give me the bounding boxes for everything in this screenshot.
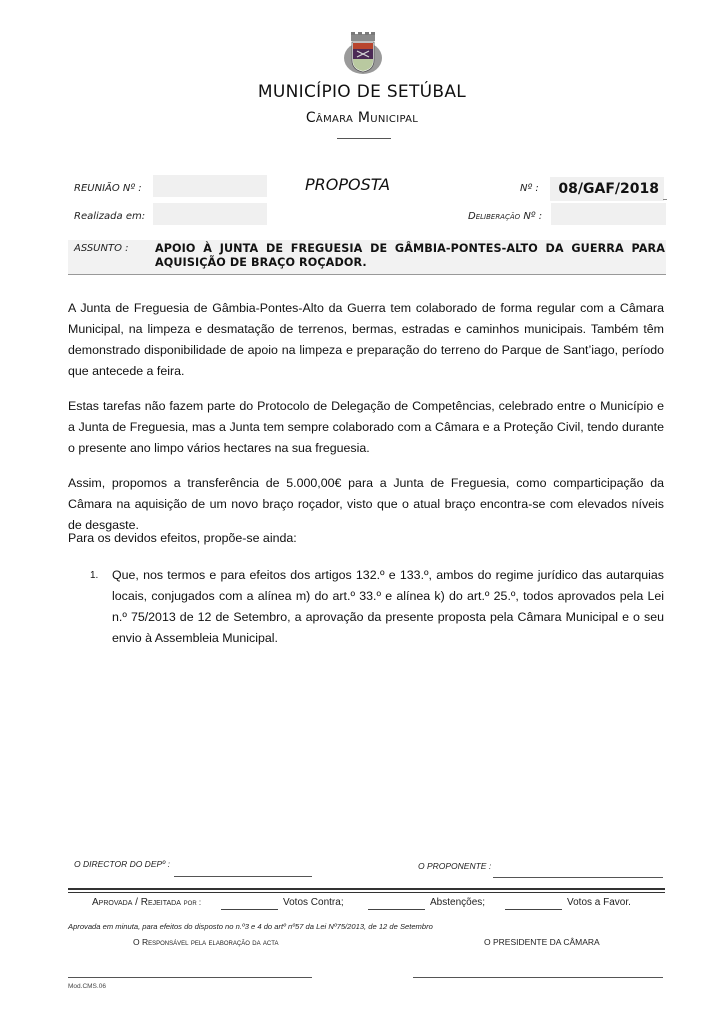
presidente-signature-line[interactable] xyxy=(413,977,663,978)
header-divider xyxy=(337,138,391,139)
deliberacao-label: Deliberação Nº : xyxy=(468,211,543,222)
realizada-label: Realizada em: xyxy=(74,211,146,222)
body-paragraph-3: Assim, propomos a transferência de 5.000,00€ para a Junta de Freguesia, como comparticipação da Câmara na aquisição de um novo braço roçador, visto que o atual braço encontra-se com elevados níveis de desgaste. xyxy=(68,476,664,532)
list-item-number: 1. xyxy=(90,570,99,581)
por-label: por : xyxy=(183,898,202,907)
minuta-note: Aprovada em minuta, para efeitos do disposto no n.º3 e 4 do artº nº57 da Lei Nº75/2013, de 12 de Setembro xyxy=(68,922,433,931)
presidente-label: O PRESIDENTE DA CÂMARA xyxy=(484,937,600,947)
model-code: Mod.CMS.06 xyxy=(68,983,106,990)
number-underline xyxy=(663,199,667,200)
council-subtitle: Câmara Municipal xyxy=(305,110,419,126)
body-paragraph-4: Para os devidos efeitos, propõe-se ainda: xyxy=(68,531,297,545)
numero-label: Nº : xyxy=(520,183,539,194)
responsavel-label: O Responsável pela elaboração da acta xyxy=(133,937,279,947)
realizada-field[interactable] xyxy=(153,203,267,225)
abstencoes-label: Abstenções; xyxy=(430,897,486,908)
subject-text: APOIO À JUNTA DE FREGUESIA DE GÂMBIA-PONTES-ALTO DA GUERRA PARA AQUISIÇÃO DE BRAÇO ROÇADOR. xyxy=(155,242,665,269)
director-label: O DIRECTOR DO DEPº : xyxy=(74,859,170,869)
reuniao-field[interactable] xyxy=(153,175,267,197)
aprovada-rejeitada-label: Aprovada / Rejeitada xyxy=(92,897,181,908)
municipality-title: MUNICÍPIO DE SETÚBAL xyxy=(257,82,467,102)
document-type: PROPOSTA xyxy=(305,175,391,194)
proponente-signature-line[interactable] xyxy=(493,877,663,878)
deliberacao-field[interactable] xyxy=(551,203,666,225)
double-rule-bottom xyxy=(68,892,665,893)
municipal-coat-of-arms-icon xyxy=(343,32,383,76)
aprovada-count-blank[interactable] xyxy=(221,909,278,910)
assunto-label: ASSUNTO : xyxy=(74,243,129,254)
responsavel-signature-line[interactable] xyxy=(68,977,312,978)
proposal-number: 08/GAF/2018 xyxy=(558,181,659,197)
director-signature-line[interactable] xyxy=(174,876,312,877)
body-paragraph-1: A Junta de Freguesia de Gâmbia-Pontes-Alto da Guerra tem colaborado de forma regular com a Câmara Municipal, na limpeza e desmatação de terrenos, bermas, estradas e caminhos municipais. Também têm demonstrado disponibilidade de apoio na limpeza e preparação do terreno do Parque de Sant’iago, período que antecede a feira. xyxy=(68,301,664,378)
body-paragraph-2: Estas tarefas não fazem parte do Protocolo de Delegação de Competências, celebrado entre o Município e a Junta de Freguesia, mas a Junta tem sempre colaborado com a Câmara e a Proteção Civil, tendo durante o presente ano limpo vários hectares na sua freguesia. xyxy=(68,399,664,455)
proponente-label: O PROPONENTE : xyxy=(418,861,492,871)
reuniao-label: REUNIÃO Nº : xyxy=(74,183,142,194)
abstencoes-blank[interactable] xyxy=(505,909,562,910)
votos-favor-label: Votos a Favor. xyxy=(567,897,631,908)
proposal-number-field[interactable] xyxy=(550,177,664,201)
votos-contra-blank[interactable] xyxy=(368,909,425,910)
list-item-text: Que, nos termos e para efeitos dos artigos 132.º e 133.º, ambos do regime jurídico das autarquias locais, conjugados com a alínea m) do art.º 33.º e alínea k) do art.º 25.º, todos aprovados pela Lei n.º 75/2013 de 12 de Setembro, a aprovação da presente proposta pela Câmara Municipal e o seu envio à Assembleia Municipal. xyxy=(112,568,664,645)
votos-contra-label: Votos Contra; xyxy=(283,897,344,908)
double-rule-top xyxy=(68,888,665,890)
